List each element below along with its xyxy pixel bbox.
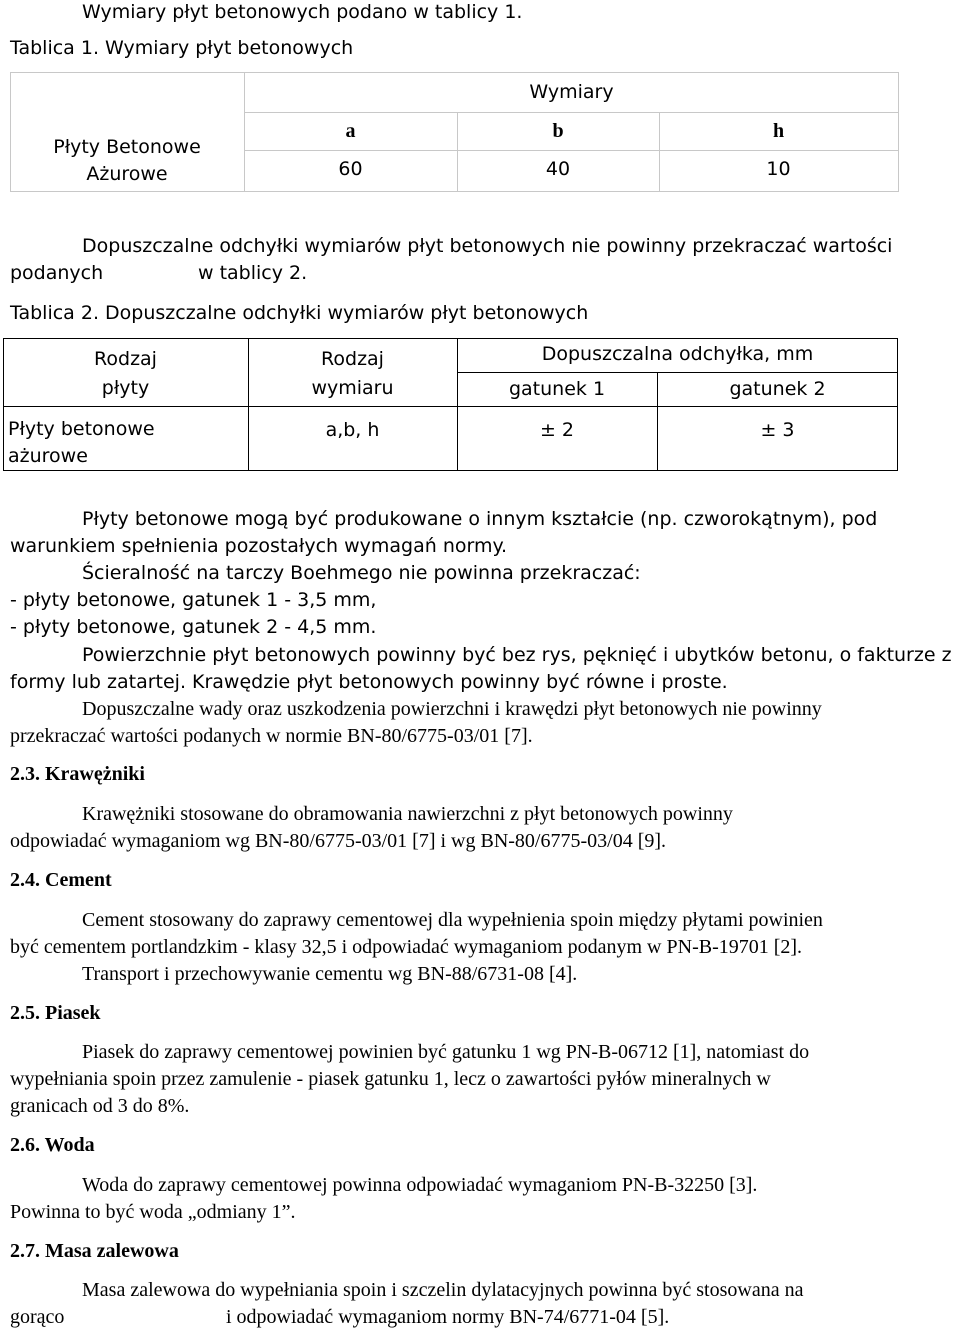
para-tolerances-line2b: w tablicy 2. <box>198 262 308 284</box>
section-2-5-line2: wypełniania spoin przez zamulenie - piasek gatunku 1, lecz o zawartości pyłów mineralnych w <box>10 1068 771 1090</box>
section-2-7-heading: 2.7. Masa zalewowa <box>10 1240 179 1262</box>
para-abrasion-line1: Ścieralność na tarczy Boehmego nie powinna przekraczać: <box>82 562 641 584</box>
table1-row-header-line1: Płyty Betonowe <box>53 136 201 158</box>
section-2-3-line1: Krawężniki stosowane do obramowania nawierzchni z płyt betonowych powinny <box>82 803 733 825</box>
table2-caption: Tablica 2. Dopuszczalne odchyłki wymiarów płyt betonowych <box>10 302 589 324</box>
section-2-6-line1: Woda do zaprawy cementowej powinna odpowiadać wymaganiom PN-B-32250 [3]. <box>82 1174 758 1196</box>
section-2-3-heading: 2.3. Krawężniki <box>10 763 145 785</box>
table1-value-a: 60 <box>338 158 363 180</box>
table1-col-a: a <box>345 120 356 142</box>
section-2-7-line2b: i odpowiadać wymaganiom normy BN-74/6771-04 [5]. <box>226 1306 670 1328</box>
table2-row-value-grade2: ± 3 <box>760 419 795 441</box>
table2-col-plate-type-line2: płyty <box>101 377 150 399</box>
table2-sub-grade2: gatunek 2 <box>729 378 826 400</box>
para-tolerances-line1: Dopuszczalne odchyłki wymiarów płyt betonowych nie powinny przekraczać wartości <box>82 235 893 257</box>
table2-row-value-grade1: ± 2 <box>539 419 575 441</box>
para-tolerances-line2a: podanych <box>10 262 104 284</box>
section-2-6-line2: Powinna to być woda „odmiany 1”. <box>10 1201 296 1223</box>
table2-group-header: Dopuszczalna odchyłka, mm <box>541 343 814 365</box>
table2-row-label-line2: ażurowe <box>8 445 88 467</box>
para-abrasion-line2: - płyty betonowe, gatunek 1 - 3,5 mm, <box>10 589 377 611</box>
section-2-4-line1: Cement stosowany do zaprawy cementowej dla wypełnienia spoin między płytami powinien <box>82 909 823 931</box>
table2-row-label-line1: Płyty betonowe <box>8 418 155 440</box>
para-shapes-line2: warunkiem spełnienia pozostałych wymagań normy. <box>10 535 508 557</box>
para-surface-line2: formy lub zatartej. Krawędzie płyt betonowych powinny być równe i proste. <box>10 671 728 693</box>
section-2-3-line2: odpowiadać wymaganiom wg BN-80/6775-03/01 [7] i wg BN-80/6775-03/04 [9]. <box>10 830 667 852</box>
table1-caption: Tablica 1. Wymiary płyt betonowych <box>10 37 354 59</box>
section-2-4-line2: być cementem portlandzkim - klasy 32,5 i odpowiadać wymaganiom podanym w PN-B-19701 [2]. <box>10 936 803 958</box>
table1-row-header-line2: Ażurowe <box>86 163 168 185</box>
para-defects-line1: Dopuszczalne wady oraz uszkodzenia powierzchni i krawędzi płyt betonowych nie powinny <box>82 698 822 720</box>
table2-col-dimension-type-line2: wymiaru <box>311 377 394 399</box>
section-2-4-heading: 2.4. Cement <box>10 869 112 891</box>
para-shapes-line1: Płyty betonowe mogą być produkowane o innym kształcie (np. czworokątnym), pod <box>82 508 878 530</box>
table1-col-h: h <box>772 120 785 142</box>
section-2-5-heading: 2.5. Piasek <box>10 1002 101 1024</box>
intro-text: Wymiary płyt betonowych podano w tablicy 1. <box>82 1 523 23</box>
table1-value-h: 10 <box>766 158 791 180</box>
table1-value-b: 40 <box>545 158 571 180</box>
table2-col-plate-type-line1: Rodzaj <box>94 348 157 370</box>
para-abrasion-line3: - płyty betonowe, gatunek 2 - 4,5 mm. <box>10 616 377 638</box>
section-2-5-line1: Piasek do zaprawy cementowej powinien być gatunku 1 wg PN-B-06712 [1], natomiast do <box>82 1041 810 1063</box>
para-surface-line1: Powierzchnie płyt betonowych powinny być bez rys, pęknięć i ubytków betonu, o fakturze z <box>82 644 952 666</box>
section-2-4-line3: Transport i przechowywanie cementu wg BN-88/6731-08 [4]. <box>82 963 578 985</box>
section-2-7-line1: Masa zalewowa do wypełniania spoin i szczelin dylatacyjnych powinna być stosowana na <box>82 1279 804 1301</box>
section-2-5-line3: granicach od 3 do 8%. <box>10 1095 190 1117</box>
section-2-7-line2a: gorąco <box>10 1306 65 1328</box>
table2-sub-grade1: gatunek 1 <box>508 378 606 400</box>
section-2-6-heading: 2.6. Woda <box>10 1134 95 1156</box>
table1-group-header: Wymiary <box>529 81 614 103</box>
table1-col-b: b <box>552 120 564 142</box>
table2-row-dimension: a,b, h <box>325 419 380 441</box>
para-defects-line2: przekraczać wartości podanych w normie BN-80/6775-03/01 [7]. <box>10 725 533 747</box>
table2-col-dimension-type-line1: Rodzaj <box>321 348 384 370</box>
